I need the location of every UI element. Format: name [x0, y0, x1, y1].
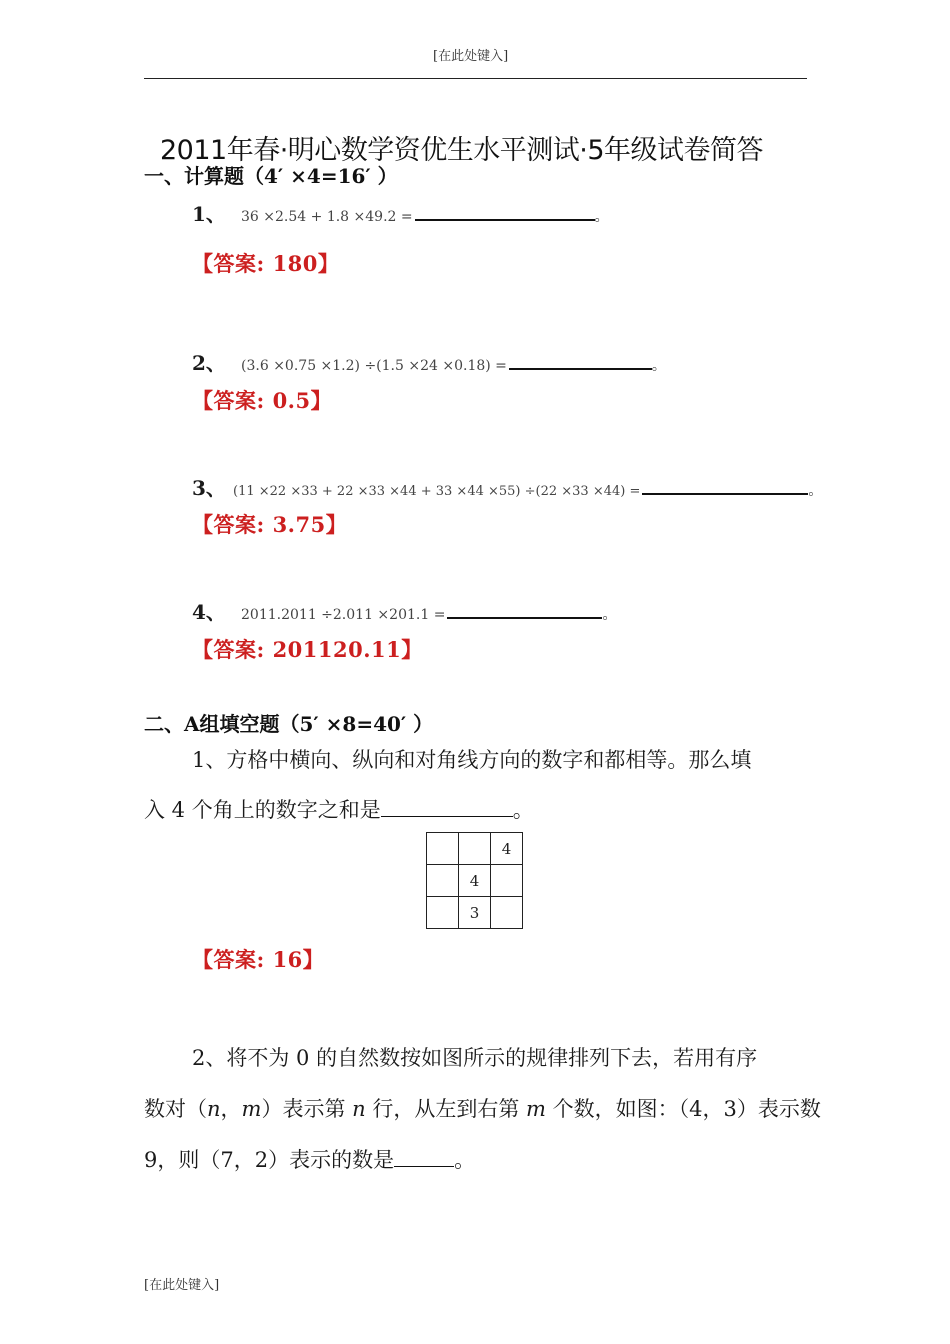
fill-question-2-text: 9，则（7，2）表示的数是 — [144, 1148, 395, 1172]
text-segment: ， — [220, 1097, 242, 1121]
grid-cell: 4 — [491, 833, 523, 865]
variable-m: m — [526, 1097, 546, 1121]
question-1 — [192, 198, 609, 227]
grid-row — [427, 833, 523, 865]
answer-blank — [394, 1148, 454, 1167]
variable-m: m — [241, 1097, 262, 1121]
answer-blank — [642, 477, 808, 495]
question-end: 。 — [602, 607, 617, 623]
answer-blank — [447, 601, 602, 619]
magic-square-grid — [426, 832, 523, 929]
fill-question-1-end: 。 — [512, 798, 534, 822]
question-expression: (11 ×22 ×33 + 22 ×33 ×44 + 33 ×44 ×55) ÷(22 ×33 ×44) = — [233, 484, 641, 499]
fill-question-2-line-3 — [144, 1144, 475, 1174]
grid-cell — [459, 833, 491, 865]
answer-blank — [509, 352, 652, 370]
question-number: 3、 — [192, 476, 226, 500]
section-2-heading: 二、A组填空题（5′ ×8=40′ ） — [144, 712, 434, 736]
question-4 — [192, 596, 616, 625]
question-number: 1、 — [192, 202, 226, 226]
variable-n: n — [352, 1097, 366, 1121]
fill-question-2-line-2 — [144, 1093, 821, 1123]
fill-question-1-line-2 — [144, 794, 534, 824]
grid-cell — [491, 865, 523, 897]
page-title: 2011年春·明心数学资优生水平测试·5年级试卷简答 — [160, 135, 764, 166]
text-segment: 数对（ — [144, 1097, 207, 1121]
grid-cell — [491, 897, 523, 929]
question-expression: 36 ×2.54 + 1.8 ×49.2 = — [241, 209, 413, 225]
text-segment: ）表示第 — [261, 1097, 353, 1121]
text-segment: 个数，如图：（4，3）表示数 — [545, 1097, 821, 1121]
question-end: 。 — [808, 483, 823, 499]
grid-cell — [427, 897, 459, 929]
question-expression: 2011.2011 ÷2.011 ×201.1 = — [241, 607, 446, 623]
fill-question-2-end: 。 — [454, 1148, 476, 1172]
header-rule — [144, 78, 807, 79]
question-expression: (3.6 ×0.75 ×1.2) ÷(1.5 ×24 ×0.18) = — [241, 358, 507, 374]
answer-fill-1: 【答案: 16】 — [192, 947, 325, 972]
question-end: 。 — [594, 209, 609, 225]
answer-4: 【答案: 201120.11】 — [192, 637, 423, 662]
answer-blank — [381, 798, 513, 817]
question-3 — [192, 472, 822, 501]
answer-3: 【答案: 3.75】 — [192, 512, 348, 537]
text-segment: 行，从左到右第 — [365, 1097, 527, 1121]
grid-cell: 3 — [459, 897, 491, 929]
grid-row — [427, 897, 523, 929]
grid-row — [427, 865, 523, 897]
answer-blank — [415, 203, 595, 221]
grid-cell — [427, 865, 459, 897]
question-2 — [192, 347, 666, 376]
question-number: 2、 — [192, 351, 226, 375]
answer-1: 【答案: 180】 — [192, 251, 340, 276]
question-end: 。 — [651, 358, 666, 374]
answer-2: 【答案: 0.5】 — [192, 388, 333, 413]
variable-n: n — [207, 1097, 221, 1121]
fill-question-2-line-1: 2、将不为 0 的自然数按如图所示的规律排列下去，若用有序 — [192, 1046, 758, 1070]
footer-placeholder: [在此处键入] — [144, 1278, 220, 1293]
fill-question-1-text: 入 4 个角上的数字之和是 — [144, 798, 381, 822]
fill-question-1-line-1: 1、方格中横向、纵向和对角线方向的数字和都相等。那么填 — [192, 748, 752, 772]
question-number: 4、 — [192, 600, 226, 624]
grid-cell: 4 — [459, 865, 491, 897]
section-1-heading: 一、计算题（4′ ×4=16′ ） — [144, 164, 398, 188]
grid-cell — [427, 833, 459, 865]
header-placeholder: [在此处键入] — [433, 49, 509, 64]
